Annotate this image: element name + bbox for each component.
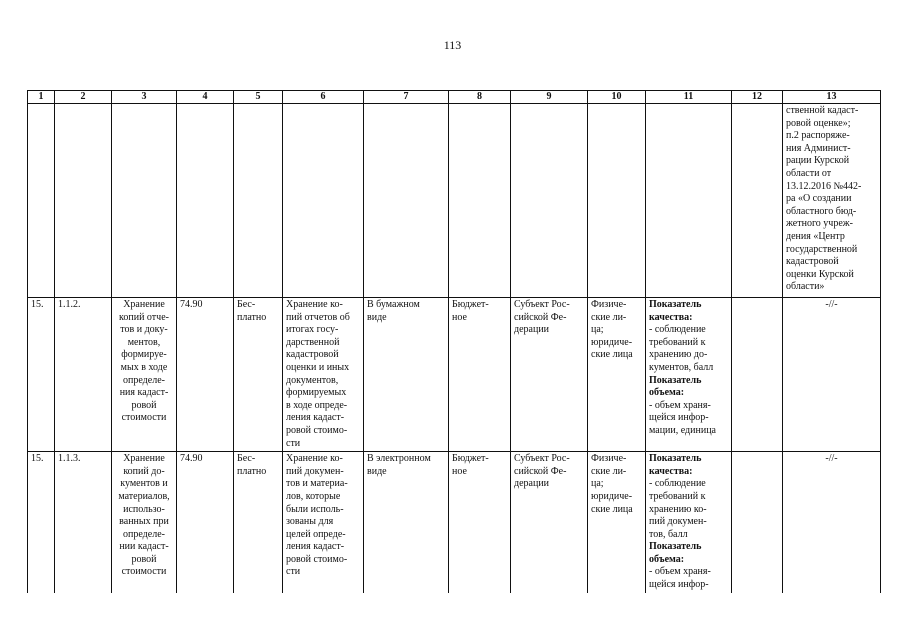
cell: [588, 104, 646, 298]
text-line: мых в ходе: [120, 361, 168, 373]
text-line: ванных при: [119, 516, 169, 528]
text-line: кадастровой: [786, 256, 839, 268]
text-line: ские лица: [591, 349, 633, 361]
payment-type: [234, 298, 283, 452]
text-line: Бес-: [237, 299, 256, 310]
cell: [112, 104, 177, 298]
service-form: [364, 298, 449, 452]
text-line: были исполь-: [286, 503, 344, 515]
indicator-heading: объема:: [649, 553, 685, 565]
text-line: документов,: [286, 374, 339, 386]
indicator-text: - объем храня-: [649, 399, 711, 411]
text-line: определе-: [123, 528, 165, 540]
indicator-text: щейся инфор-: [649, 412, 709, 424]
text-line: ра «О создании: [786, 193, 852, 205]
legal-basis-cell: [783, 104, 881, 298]
text-line: оценки Курской: [786, 268, 854, 280]
indicator-text: мации, единица: [649, 424, 716, 436]
text-line: ские лица: [591, 503, 633, 515]
indicator-text: требований к: [649, 490, 706, 502]
cell-12: [732, 298, 783, 452]
indicators: [646, 452, 732, 593]
indicator-text: требований к: [649, 336, 706, 348]
text-line: сти: [286, 566, 301, 578]
text-line: юридиче-: [591, 490, 633, 502]
table-row: [28, 298, 881, 452]
text-line: ния Админист-: [786, 142, 851, 154]
service-code: 1.1.3.: [55, 452, 112, 593]
text-line: государственной: [786, 243, 858, 255]
founder: [511, 452, 588, 593]
header-row: [28, 91, 881, 104]
text-line: стоимости: [121, 566, 167, 578]
text-line: ровой стоимо-: [286, 553, 348, 565]
cell: [177, 104, 234, 298]
col-header-3: 3: [112, 91, 177, 104]
text-line: Бюджет-: [452, 453, 489, 465]
service-name: [112, 452, 177, 593]
text-line: кадастровой: [286, 349, 339, 361]
text-line: ца;: [591, 324, 604, 336]
text-line: дерации: [514, 478, 550, 490]
text-line: ное: [452, 465, 467, 477]
text-line: областного бюд-: [786, 205, 857, 217]
consumers: [588, 298, 646, 452]
okved-code: 74.90: [177, 452, 234, 593]
service-content: [283, 298, 364, 452]
text-line: виде: [367, 311, 387, 323]
indicator-text: - соблюдение: [649, 478, 706, 490]
service-form: [364, 452, 449, 593]
services-table: [27, 90, 881, 593]
text-line: тов и материа-: [286, 478, 348, 490]
legal-basis-cell: -//-: [783, 452, 881, 593]
text-line: нии кадаст-: [119, 541, 169, 553]
text-line: п.2 распоряже-: [786, 130, 850, 142]
cell: [511, 104, 588, 298]
consumers: [588, 452, 646, 593]
col-header-6: 6: [283, 91, 364, 104]
text-line: Субъект Рос-: [514, 299, 570, 310]
text-line: тов и доку-: [120, 324, 168, 336]
service-name: [112, 298, 177, 452]
text-line: ное: [452, 311, 467, 323]
text-line: Физиче-: [591, 299, 627, 310]
col-header-7: 7: [364, 91, 449, 104]
text-line: формируе-: [121, 349, 167, 361]
text-line: зованы для: [286, 516, 334, 528]
col-header-9: 9: [511, 91, 588, 104]
row-number: 15.: [28, 452, 55, 593]
indicator-text: - объем храня-: [649, 566, 711, 578]
text-line: платно: [237, 311, 267, 323]
cell: [646, 104, 732, 298]
okved-code: 74.90: [177, 298, 234, 452]
text-line: Хранение ко-: [286, 299, 343, 310]
text-line: ровой стоимо-: [286, 424, 348, 436]
text-line: оценки и иных: [286, 361, 350, 373]
indicators: [646, 298, 732, 452]
cell: [28, 104, 55, 298]
indicator-text: - соблюдение: [649, 324, 706, 336]
text-line: ления кадаст-: [286, 541, 345, 553]
text-line: сийской Фе-: [514, 465, 567, 477]
legal-basis-cell: -//-: [783, 298, 881, 452]
cell-12: [732, 452, 783, 593]
text-line: определе-: [123, 374, 165, 386]
indicator-text: хранению до-: [649, 349, 708, 361]
text-line: в ходе опреде-: [286, 399, 348, 411]
indicator-heading: объема:: [649, 387, 685, 399]
text-line: Бюджет-: [452, 299, 489, 310]
col-header-10: 10: [588, 91, 646, 104]
col-header-5: 5: [234, 91, 283, 104]
text-line: кументов и: [120, 478, 168, 490]
text-line: ровой: [131, 399, 157, 411]
indicator-heading: качества:: [649, 311, 693, 323]
table-row-continuation: [28, 104, 881, 298]
text-line: Хранение: [123, 453, 165, 465]
col-header-1: 1: [28, 91, 55, 104]
text-line: ровой: [131, 553, 157, 565]
row-number: 15.: [28, 298, 55, 452]
text-line: материалов,: [118, 490, 170, 502]
text-line: пий докумен-: [286, 465, 344, 477]
indicator-heading: Показатель: [649, 453, 702, 465]
institution-type: [449, 452, 511, 593]
indicator-text: щейся инфор-: [649, 579, 709, 591]
institution-type: [449, 298, 511, 452]
founder: [511, 298, 588, 452]
text-line: сти: [286, 437, 301, 449]
text-line: ления кадаст-: [286, 412, 345, 424]
col-header-2: 2: [55, 91, 112, 104]
payment-type: [234, 452, 283, 593]
text-line: стоимости: [121, 412, 167, 424]
text-line: использо-: [123, 503, 165, 515]
text-line: виде: [367, 465, 387, 477]
text-line: юридиче-: [591, 336, 633, 348]
text-line: платно: [237, 465, 267, 477]
text-line: ца;: [591, 478, 604, 490]
col-header-11: 11: [646, 91, 732, 104]
cell: [283, 104, 364, 298]
cell: [234, 104, 283, 298]
text-line: копий до-: [123, 465, 165, 477]
cell: [449, 104, 511, 298]
text-line: ментов,: [127, 336, 161, 348]
col-header-13: 13: [783, 91, 881, 104]
indicator-text: тов, балл: [649, 528, 688, 540]
text-line: ские ли-: [591, 465, 627, 477]
text-line: копий отче-: [119, 311, 169, 323]
indicator-text: пий докумен-: [649, 516, 707, 528]
col-header-4: 4: [177, 91, 234, 104]
text-line: В электронном: [367, 453, 431, 465]
text-line: дарственной: [286, 336, 340, 348]
text-line: жетного учреж-: [786, 218, 853, 230]
service-content: [283, 452, 364, 593]
col-header-12: 12: [732, 91, 783, 104]
text-line: В бумажном: [367, 299, 420, 310]
cell: [732, 104, 783, 298]
text-line: дения «Центр: [786, 230, 845, 242]
text-line: целей опреде-: [286, 528, 346, 540]
text-line: сийской Фе-: [514, 311, 567, 323]
text-line: Субъект Рос-: [514, 453, 570, 465]
text-line: итогах госу-: [286, 324, 339, 336]
text-line: 13.12.2016 №442-: [786, 180, 862, 192]
indicator-heading: Показатель: [649, 299, 702, 310]
cell: [55, 104, 112, 298]
text-line: ровой оценке»;: [786, 117, 851, 129]
service-code: 1.1.2.: [55, 298, 112, 452]
text-line: формируемых: [286, 387, 347, 399]
text-line: рации Курской: [786, 155, 850, 167]
text-line: Хранение ко-: [286, 453, 343, 465]
text-line: Хранение: [123, 299, 165, 310]
text-line: ния кадаст-: [119, 387, 169, 399]
indicator-heading: Показатель: [649, 374, 702, 386]
text-line: области»: [786, 281, 825, 293]
text-line: дерации: [514, 324, 550, 336]
indicator-text: хранению ко-: [649, 503, 707, 515]
col-header-8: 8: [449, 91, 511, 104]
indicator-heading: Показатель: [649, 541, 702, 553]
page-number: 113: [443, 38, 462, 52]
text-line: ские ли-: [591, 311, 627, 323]
table-row: [28, 452, 881, 593]
text-line: области от: [786, 167, 832, 179]
text-line: пий отчетов об: [286, 311, 350, 323]
text-line: лов, которые: [286, 490, 341, 502]
indicator-heading: качества:: [649, 465, 693, 477]
text-line: Физиче-: [591, 453, 627, 465]
text-line: Бес-: [237, 453, 256, 465]
cell: [364, 104, 449, 298]
text-line: ственной кадаст-: [786, 105, 859, 116]
indicator-text: кументов, балл: [649, 361, 714, 373]
